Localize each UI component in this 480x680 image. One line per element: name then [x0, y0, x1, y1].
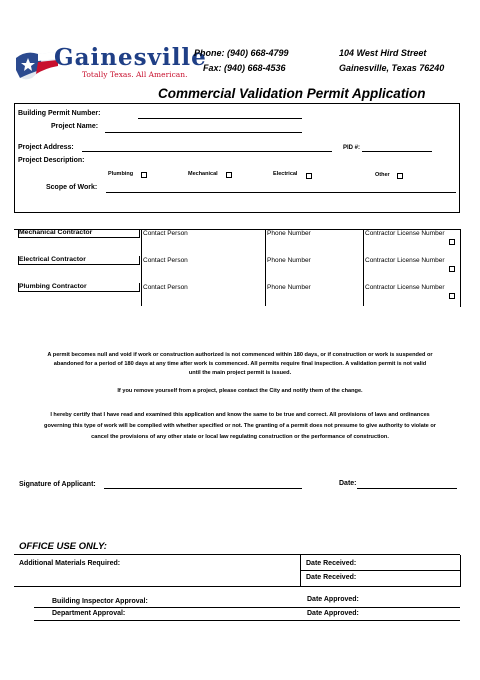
notice-line: A permit becomes null and void if work or construction authorized is not commenced within 180 days, or if construction or work is suspended or — [47, 352, 433, 358]
column-divider — [363, 229, 364, 306]
trade-other-label: Other — [375, 172, 390, 178]
contact-person-header: Contact Person — [143, 230, 188, 237]
project-address-input[interactable] — [82, 151, 332, 152]
city-logo — [12, 44, 207, 88]
project-address-label: Project Address: — [18, 144, 74, 151]
scope-of-work-input[interactable] — [106, 192, 456, 193]
approvals-divider — [34, 607, 460, 608]
scope-of-work-label: Scope of Work: — [46, 184, 98, 191]
street-address: 104 West Hird Street — [339, 48, 427, 58]
permit-validity-notice — [10, 351, 470, 378]
electrical-contractor-checkbox[interactable] — [449, 266, 455, 272]
additional-materials-field[interactable] — [14, 555, 461, 587]
building-permit-input[interactable] — [138, 118, 302, 119]
mechanical-contractor-checkbox[interactable] — [449, 239, 455, 245]
notice-line: cancel the provisions of any other state or local law regulating construction or the performance of construction. — [91, 434, 389, 440]
trade-mechanical-label: Mechanical — [188, 171, 218, 177]
trade-electrical-checkbox[interactable] — [306, 173, 312, 179]
contractor-name-box: Plumbing Contractor — [18, 283, 140, 292]
date-approved-2-label: Date Approved: — [307, 610, 359, 617]
phone-number-header: Phone Number — [267, 284, 311, 291]
trade-plumbing-label: Plumbing — [108, 171, 134, 177]
contractor-row-plumbing — [14, 283, 460, 306]
license-number-header: Contractor License Number — [365, 230, 445, 237]
applicant-signature-input[interactable] — [104, 488, 302, 489]
trade-mechanical-checkbox[interactable] — [226, 172, 232, 178]
applicant-signature-label: Signature of Applicant: — [19, 481, 96, 488]
logo-tagline: Totally Texas. All American. — [82, 70, 188, 79]
phone-number: Phone: (940) 668-4799 — [194, 48, 289, 58]
date-received-1-label: Date Received: — [306, 560, 357, 567]
project-description-label: Project Description: — [18, 157, 85, 164]
column-divider — [265, 229, 266, 306]
form-title: Commercial Validation Permit Application — [158, 86, 426, 101]
column-divider — [141, 229, 142, 306]
date-received-2-label: Date Received: — [306, 574, 357, 581]
signature-date-input[interactable] — [357, 488, 457, 489]
license-number-header: Contractor License Number — [365, 284, 445, 291]
project-name-input[interactable] — [105, 132, 302, 133]
notice-line: I hereby certify that I have read and examined this application and know the same to be true and correct. All provisions of laws and ordinances — [50, 412, 430, 418]
department-approval-label: Department Approval: — [52, 610, 126, 617]
trade-other-checkbox[interactable] — [397, 173, 403, 179]
city-address: Gainesville, Texas 76240 — [339, 63, 445, 73]
contractor-name-box: Mechanical Contractor — [18, 229, 140, 238]
building-permit-label: Building Permit Number: — [18, 110, 101, 117]
contractor-row-electrical — [14, 256, 460, 282]
notice-line: abandoned for a period of 180 days at any time after work is commenced. All permits require final inspection. A validation permit is not valid — [53, 361, 427, 367]
notice-line: until the main project permit is issued. — [188, 370, 292, 376]
contractor-name-box: Electrical Contractor — [18, 256, 140, 265]
plumbing-contractor-checkbox[interactable] — [449, 293, 455, 299]
pid-label: PID #: — [343, 145, 361, 151]
office-row-divider — [300, 570, 460, 571]
contact-person-header: Contact Person — [143, 257, 188, 264]
logo-name: Gainesville — [54, 44, 207, 71]
license-number-header: Contractor License Number — [365, 257, 445, 264]
project-name-label: Project Name: — [51, 123, 99, 130]
signature-date-label: Date: — [339, 480, 357, 487]
notice-line: governing this type of work will be complied with whether specified or not. The granting of a permit does not presume to give authority to violate or — [44, 423, 436, 429]
fax-number: Fax: (940) 668-4536 — [203, 63, 286, 73]
contractor-row-mechanical — [14, 229, 460, 255]
phone-number-header: Phone Number — [267, 230, 311, 237]
date-approved-1-label: Date Approved: — [307, 596, 359, 603]
contact-person-header: Contact Person — [143, 284, 188, 291]
approvals-bottom-line — [34, 620, 460, 621]
trade-electrical-label: Electrical — [273, 171, 298, 177]
pid-input[interactable] — [362, 151, 432, 152]
office-use-title: OFFICE USE ONLY: — [19, 541, 107, 552]
phone-number-header: Phone Number — [267, 257, 311, 264]
removal-notice: If you remove yourself from a project, please contact the City and notify them of the change. — [117, 388, 363, 394]
certification-statement — [10, 410, 470, 443]
building-inspector-label: Building Inspector Approval: — [52, 598, 148, 605]
additional-materials-label: Additional Materials Required: — [19, 560, 121, 567]
trade-plumbing-checkbox[interactable] — [141, 172, 147, 178]
